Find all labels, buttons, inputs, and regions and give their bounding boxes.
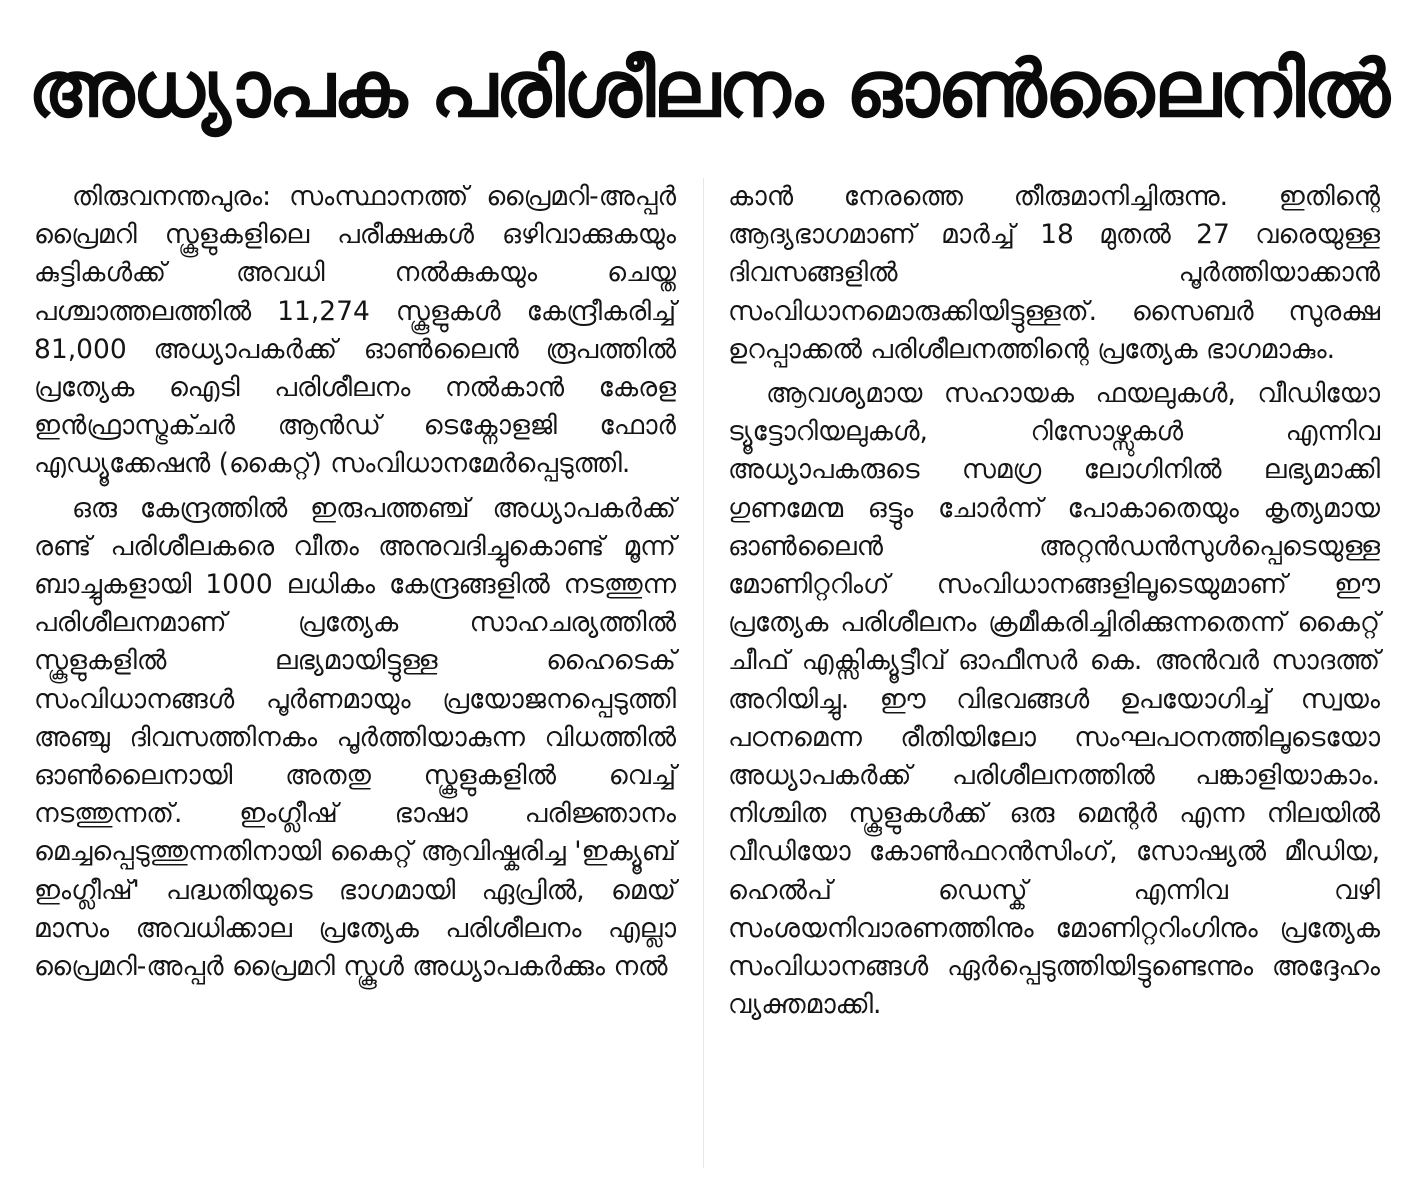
article-column-left [34,178,676,992]
paragraph: ആവശ്യമായ സഹായക ഫയലുകൾ, വീഡിയോ ട്യൂട്ടോറിയലുകൾ, റിസോഴ്സുകൾ എന്നിവ അധ്യാപകരുടെ സമഗ്ര ലോഗിനിൽ ലഭ്യമാക്കി ഗുണമേന്മ ഒട്ടും ചോർന്ന് പോകാതെയും കൃത്യമായ ഓൺലൈൻ അറ്റൻഡൻസുൾപ്പെടെയുള്ള മോണിറ്ററിംഗ് സംവിധാനങ്ങളിലൂടെയുമാണ് ഈ പ്രത്യേക പരിശീലനം ക്രമീകരിച്ചിരിക്കുന്നതെന്ന് കൈറ്റ് ചീഫ് എക്സിക്യൂട്ടീവ് ഓഫീസർ കെ. അൻവർ സാദത്ത് അറിയിച്ചു. ഈ വിഭവങ്ങൾ ഉപയോഗിച്ച് സ്വയം പഠനമെന്ന രീതിയിലോ സംഘപഠനത്തിലൂടെയോ അധ്യാപകർക്ക് പരിശീലനത്തിൽ പങ്കാളിയാകാം. നിശ്ചിത സ്കൂളുകൾക്ക് ഒരു മെന്റർ എന്ന നിലയിൽ വീഡിയോ കോൺഫറൻസിംഗ്, സോഷ്യൽ മീഡിയ, ഹെൽപ് ഡെസ്ക് എന്നിവ വഴി സംശയനിവാരണത്തിനും മോണിറ്ററിംഗിനും പ്രത്യേക സംവിധാനങ്ങൾ ഏർപ്പെടുത്തിയിട്ടുണ്ടെന്നും അദ്ദേഹം വ്യക്തമാക്കി. [728,378,1380,1021]
article-column-right [728,178,1380,1030]
paragraph-continued: കാൻ നേരത്തെ തീരുമാനിച്ചിരുന്നു. ഇതിന്റെ ആദ്യഭാഗമാണ് മാർച്ച് 18 മുതൽ 27 വരെയുള്ള ദിവസങ്ങളിൽ പൂർത്തിയാക്കാൻ സംവിധാനമൊരുക്കിയിട്ടുള്ളത്. സൈബർ സുരക്ഷ ഉറപ്പാക്കൽ പരിശീലനത്തിന്റെ പ്രത്യേക ഭാഗമാകും. [728,181,1380,365]
column-divider [703,178,704,1168]
headline: അധ്യാപക പരിശീലനം ഓൺലൈനിൽ [28,45,1388,135]
paragraph: ഒരു കേന്ദ്രത്തിൽ ഇരുപത്തഞ്ച് അധ്യാപകർക്ക് രണ്ട് പരിശീലകരെ വീതം അനുവദിച്ചുകൊണ്ട് മൂന്ന് ബാച്ചുകളായി 1000 ലധികം കേന്ദ്രങ്ങളിൽ നടത്തുന്ന പരിശീലനമാണ് പ്രത്യേക സാഹചര്യത്തിൽ സ്കൂളുകളിൽ ലഭ്യമായിട്ടുള്ള ഹൈടെക് സംവിധാനങ്ങൾ പൂർണമായും പ്രയോജനപ്പെടുത്തി അഞ്ചു ദിവസത്തിനകം പൂർത്തിയാകുന്ന വിധത്തിൽ ഓൺലൈനായി അതതു സ്കൂളുകളിൽ വെച്ച് നടത്തുന്നത്. ഇംഗ്ലീഷ് ഭാഷാ പരിജ്ഞാനം മെച്ചപ്പെടുത്തുന്നതിനായി കൈറ്റ് ആവിഷ്കരിച്ച 'ഇക്യൂബ് ഇംഗ്ലീഷ്' പദ്ധതിയുടെ ഭാഗമായി ഏപ്രിൽ, മെയ് മാസം അവധിക്കാല പ്രത്യേക പരിശീലനം എല്ലാ പ്രൈമറി-അപ്പർ പ്രൈമറി സ്കൂൾ അധ്യാപകർക്കും നൽ [34,492,676,983]
paragraph: തിരുവനന്തപുരം: സംസ്ഥാനത്ത് പ്രൈമറി-അപ്പർ പ്രൈമറി സ്കൂളുകളിലെ പരീക്ഷകൾ ഒഴിവാക്കുകയും കുട്ടികൾക്ക് അവധി നൽകുകയും ചെയ്ത പശ്ചാത്തലത്തിൽ 11,274 സ്കൂളുകൾ കേന്ദ്രീകരിച്ച് 81,000 അധ്യാപകർക്ക് ഓൺലൈൻ രൂപത്തിൽ പ്രത്യേക ഐടി പരിശീലനം നൽകാൻ കേരള ഇൻഫ്രാസ്ട്രക്ചർ ആൻഡ് ടെക്നോളജി ഫോർ എഡ്യൂക്കേഷൻ (കൈറ്റ്) സംവിധാനമേർപ്പെടുത്തി. [34,181,676,480]
